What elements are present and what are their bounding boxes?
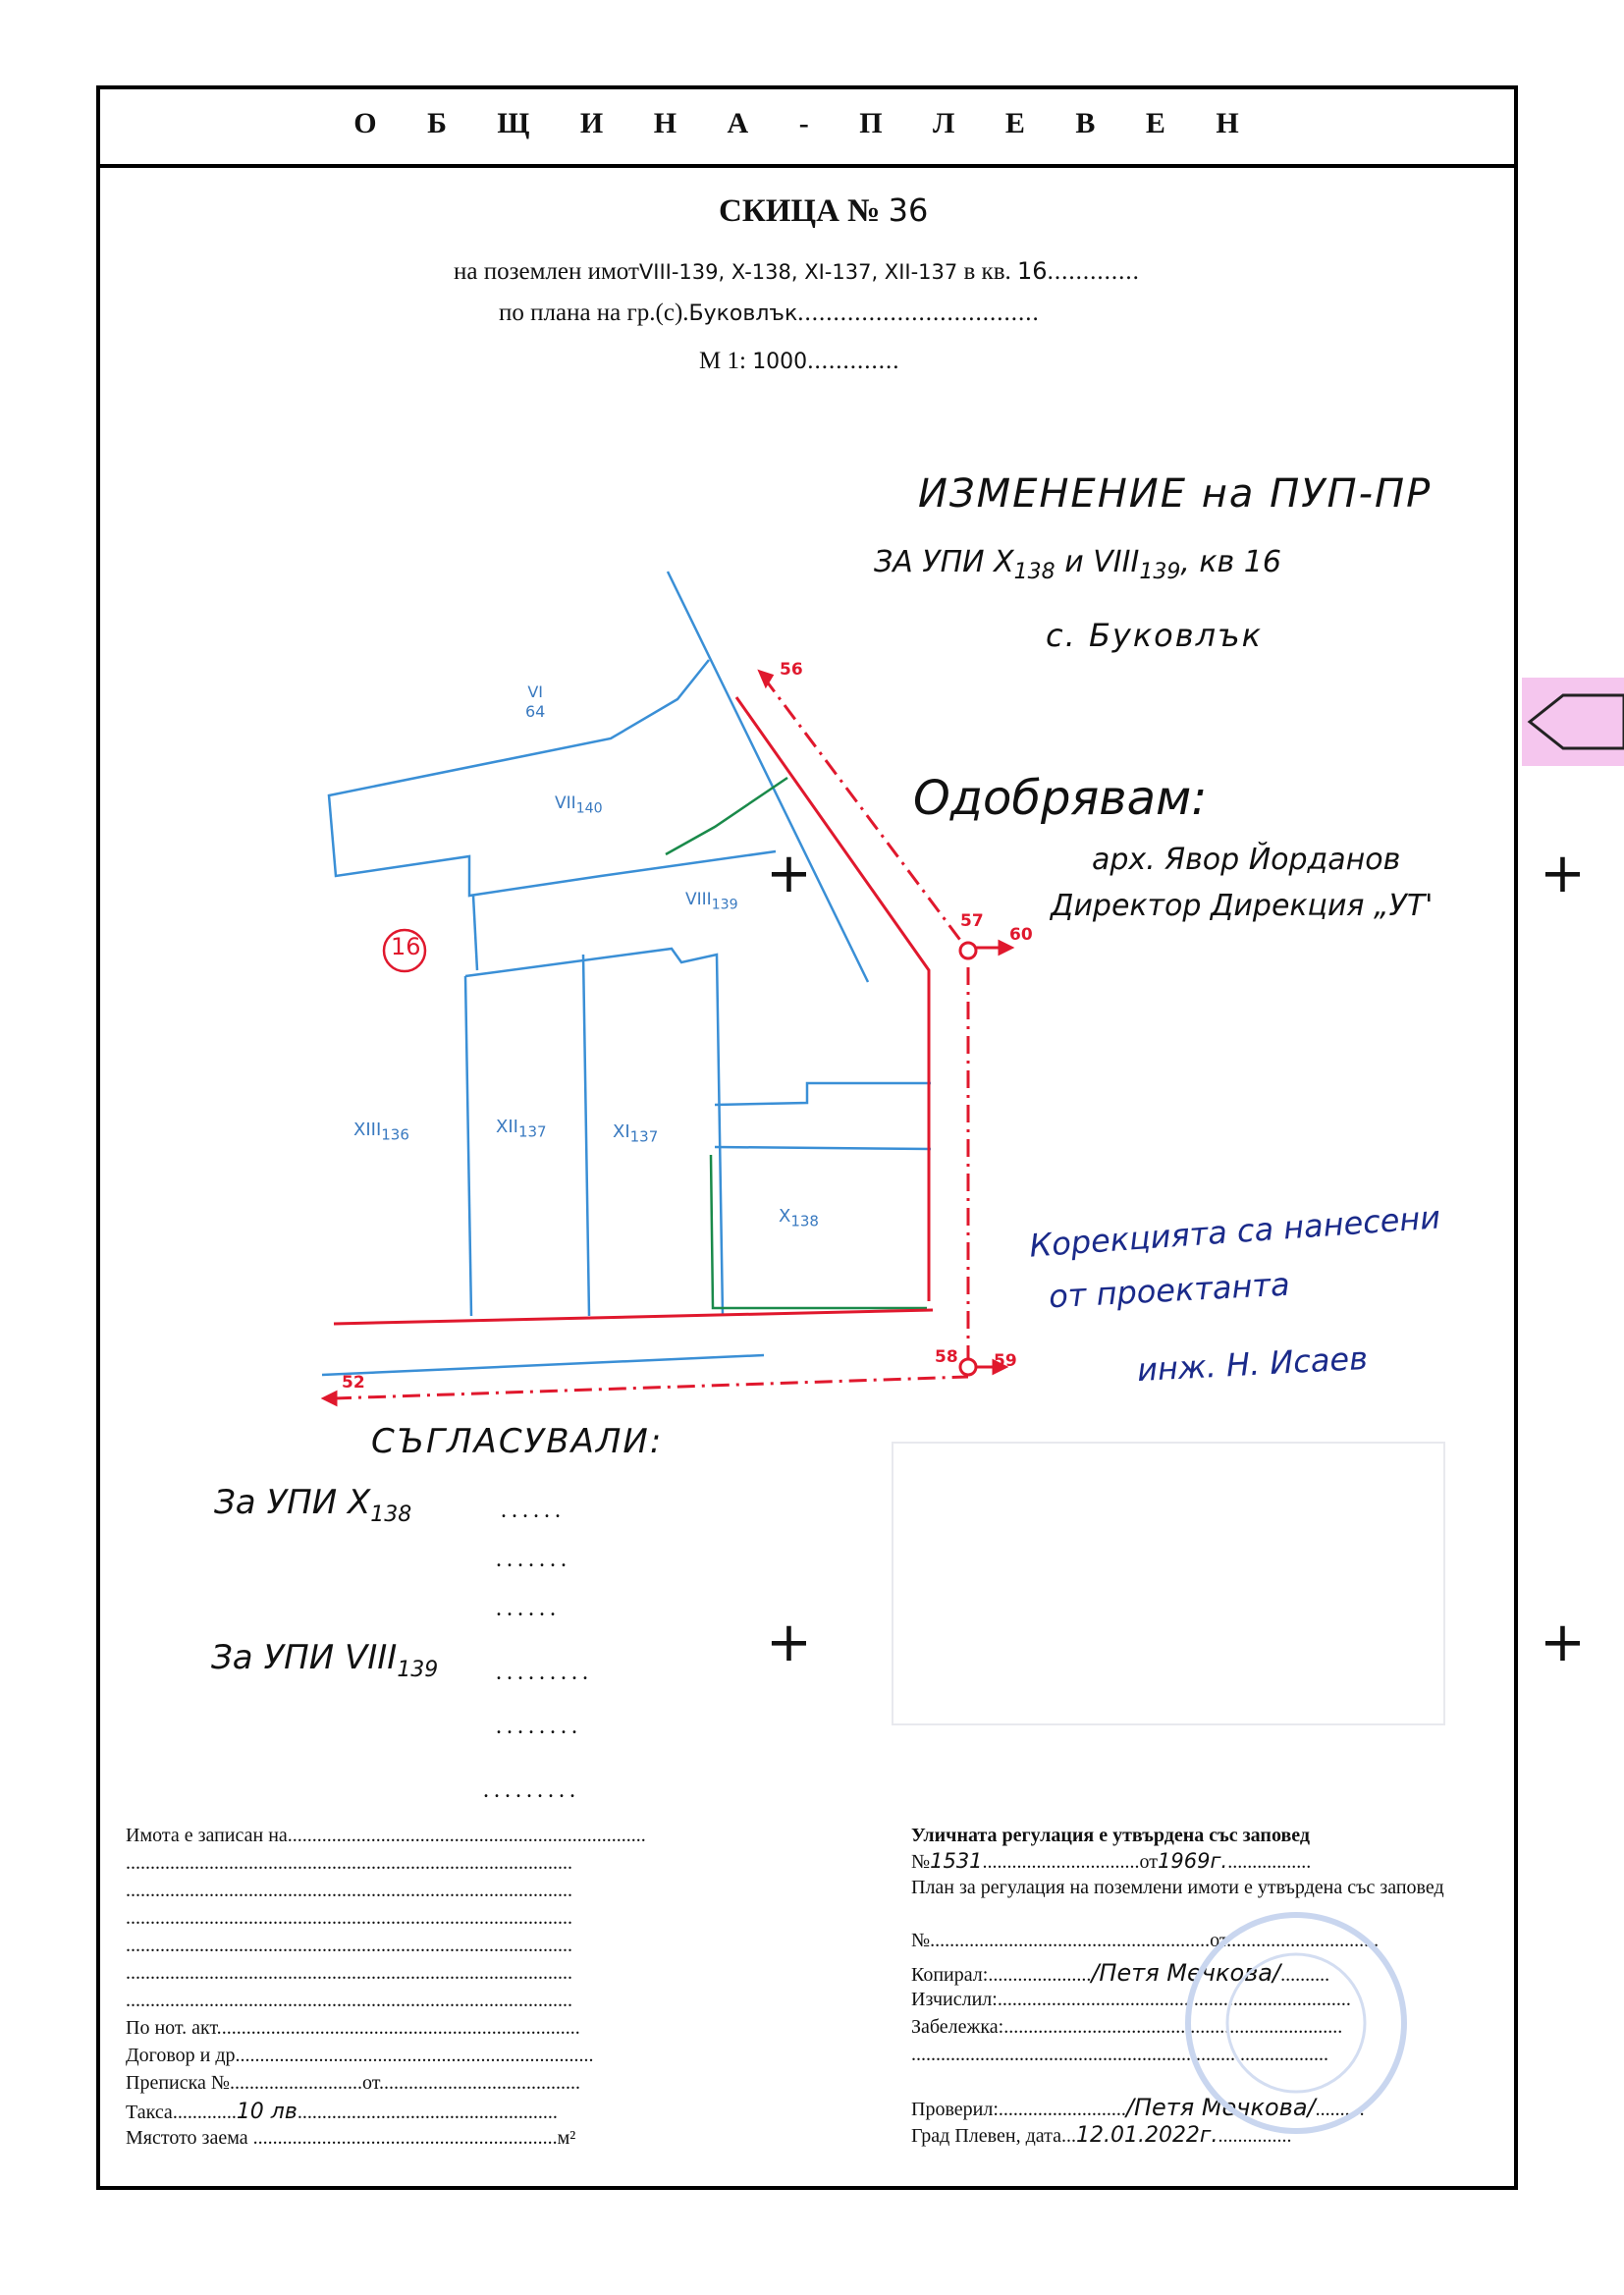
plan-label: по плана на гр.(с). [499,300,689,326]
point-52: 52 [342,1373,365,1393]
order-date-value: 1969г. [1158,1849,1228,1873]
registration-cross: + [766,1611,812,1674]
contract-label: Договор и др. [126,2045,241,2066]
point-56: 56 [780,660,803,680]
regulation-line-dashed [764,678,968,951]
plot-xi-sub: 137 [629,1127,659,1146]
left-form-fee: Такса.............10 лв..................................................... [126,2100,558,2124]
plot-vi-label: VI [527,683,544,701]
copied-row: Копирал:...................../Петя Мечкова/.......... [911,1959,1330,1987]
left-form-blank: ........................................................................................... [126,1935,572,1956]
plan-from-label: от [1210,1930,1227,1951]
left-form-blank: ........................................................................................... [126,1990,572,2011]
signature-dots: ....... [496,1547,571,1572]
agreement-title: СЪГЛАСУВАЛИ: [371,1422,664,1461]
recorded-label: Имота е записан на [126,1825,288,1846]
stamp-outer-ring [1188,1915,1404,2131]
upi-x-sub: 138 [1013,560,1056,584]
plot-label-vi [525,683,545,722]
point-58: 58 [935,1347,958,1367]
plot-label-viii [685,890,738,912]
left-form-area: Мястото заема ..............................................................м² [126,2127,576,2149]
left-form-notary: По нот. акт.......................................................................... [126,2017,580,2039]
regulation-line-dashed [334,1377,968,1398]
order-no-label: № [911,1851,931,1873]
plot-label-x [779,1206,819,1230]
plan-value: Буковлък [688,301,798,326]
correction-line [711,1155,927,1308]
plot-label-xiii [353,1120,409,1144]
plot-vii-sub: 140 [575,800,603,817]
agreement-item-1 [214,1483,411,1527]
block-number: 16 [391,933,421,960]
plan-no-label: № [911,1930,931,1951]
area-unit: м² [557,2127,576,2149]
plot-x-label: X [779,1206,791,1227]
plot-xii-label: XII [496,1117,518,1137]
plot-label-vii [555,793,603,816]
plot-viii-sub: 139 [711,897,738,913]
fee-value: 10 лв [236,2100,298,2124]
registration-cross: + [1540,1611,1586,1674]
signature-dots: ...... [496,1596,561,1621]
left-form-blank: ........................................................................................... [126,1907,572,1929]
note-blank: ..................................................................................... [911,2044,1328,2065]
city-date-row: Град Плевен, дата...12.01.2022г................ [911,2123,1292,2148]
point-60: 60 [1009,925,1033,945]
upi-viii-sub: 139 [1139,560,1181,584]
plot-xiii-label: XIII [353,1120,382,1140]
point-57: 57 [960,911,984,931]
plot-vii-label: VII [555,793,576,813]
signature-dots: ......... [483,1777,580,1803]
plot-vi-sub: 64 [525,702,546,721]
correction-line-2: от проектанта [1048,1265,1291,1316]
order-from-label: от [1139,1851,1159,1873]
upi-viii-label: и VIII [1064,545,1140,579]
plan-reg-text: План за регулация на поземлени имоти е утвърдена със заповед [911,1877,1444,1898]
note-row: Забележка:..................................................................... [911,2016,1343,2038]
point-58-marker [960,1359,976,1375]
sketch-label: СКИЦА № [719,193,881,229]
registration-cross: + [766,842,812,905]
property-prefix: на поземлен имот [454,258,639,285]
signature-dots: ........ [496,1714,582,1739]
regulation-line [334,1310,933,1324]
boundary-line [668,572,868,982]
checked-label: Проверил: [911,2099,999,2120]
city-date-label: Град Плевен, дата [911,2125,1061,2147]
signature-dots: ...... [501,1498,566,1523]
sketch-number: 36 [888,191,929,229]
left-form-blank: ........................................................................................... [126,1880,572,1901]
village-name: с. Буковлък [1046,617,1263,654]
notary-label: По нот. акт. [126,2017,222,2039]
boundary-line [322,1355,764,1375]
street-reg-order: №1531................................от1969г.................. [911,1849,1312,1873]
boundary-line [473,896,477,970]
regulation-line [736,697,929,1301]
left-form-blank: ........................................................................................... [126,1962,572,1984]
upi-x-label: ЗА УПИ X [874,545,1014,579]
plot-viii-label: VIII [685,890,712,909]
agreement-item-1-sub: 138 [370,1502,412,1527]
copied-label: Копирал: [911,1964,989,1986]
approver-name: арх. Явор Йорданов [1092,843,1401,877]
correction-line-1: Корекцията са нанесени [1028,1198,1442,1265]
area-label: Мястото заема [126,2127,248,2149]
scale-line: М 1: 1000............. [699,348,900,374]
left-form-contract: Договор и др......................................................................... [126,2045,594,2066]
correction-line [666,778,787,854]
point-59: 59 [994,1351,1017,1371]
plot-label-xii [496,1117,547,1141]
regulation-lines [324,672,1011,1404]
street-reg-title: Уличната регулация е утвърдена със заповед [911,1825,1310,1846]
correction-line-3: инж. Н. Исаев [1136,1339,1369,1390]
agreement-item-2 [211,1638,438,1682]
calc-label: Изчислил: [911,1989,998,2010]
transcript-from-label: от [361,2072,379,2094]
arrow-52-head [324,1393,336,1404]
official-stamp [1173,1900,1419,2146]
plot-label-xi [613,1121,658,1146]
municipality-header: О Б Щ И Н А - П Л Е В Е Н [353,107,1261,139]
copied-value: /Петя Мечкова/ [1091,1959,1281,1987]
left-form-transcript: Преписка №...........................от......................................... [126,2072,580,2094]
scale-value: 1000 [752,350,808,374]
plot-xi-label: XI [613,1121,630,1142]
stamp-inner-ring [1227,1954,1365,2092]
scale-label: М 1: [699,348,746,374]
fee-label: Такса [126,2102,173,2123]
plot-x-sub: 138 [790,1212,819,1230]
approver-position: Директор Дирекция „УТ' [1051,889,1434,923]
registration-cross: + [1540,842,1586,905]
kv-value: 16 [1017,257,1048,285]
signature-dots: ......... [496,1660,593,1685]
left-form-recorded: Имота е записан на......................................................................... [126,1825,646,1846]
boundary-line [329,660,776,896]
checked-value: /Петя Мечкова/ [1125,2094,1316,2121]
date-value: 12.01.2022г. [1075,2123,1218,2148]
note-label: Забележка: [911,2016,1004,2038]
property-line: на поземлен имотVIII-139, X-138, XI-137, XII-137 в кв. 16............. [454,257,1140,285]
agreement-item-1-label: За УПИ X [214,1483,371,1522]
plan-reg-order: №.........................................................от............................... [911,1930,1380,1951]
calc-row: Изчислил:........................................................................ [911,1989,1351,2010]
boundary-line [715,1083,931,1105]
point-57-marker [960,943,976,958]
boundary-line [715,1147,931,1149]
order-no-value: 1531 [930,1849,983,1873]
kv-label-hand: , кв 16 [1180,545,1281,579]
checked-row: Проверил:........................../Петя Мечкова/.......... [911,2094,1365,2121]
plan-line: по плана на гр.(с).Буковлък.................................. [499,300,1040,326]
left-form-blank: ........................................................................................... [126,1852,572,1874]
approve-label: Одобрявам: [913,771,1208,826]
plot-xiii-sub: 136 [381,1125,409,1144]
plot-xii-sub: 137 [517,1122,547,1141]
agreement-item-2-sub: 139 [397,1657,439,1682]
boundary-line [583,955,589,1316]
agreement-item-2-label: За УПИ VIII [211,1638,398,1677]
property-ids: VIII-139, X-138, XI-137, XII-137 [638,260,958,284]
transcript-label: Преписка № [126,2072,230,2094]
boundary-line [465,976,471,1316]
kv-label: в кв. [963,258,1011,285]
plot-boundaries [322,572,931,1375]
change-title: ИЗМЕНЕНИЕ на ПУП-ПР [918,471,1433,517]
